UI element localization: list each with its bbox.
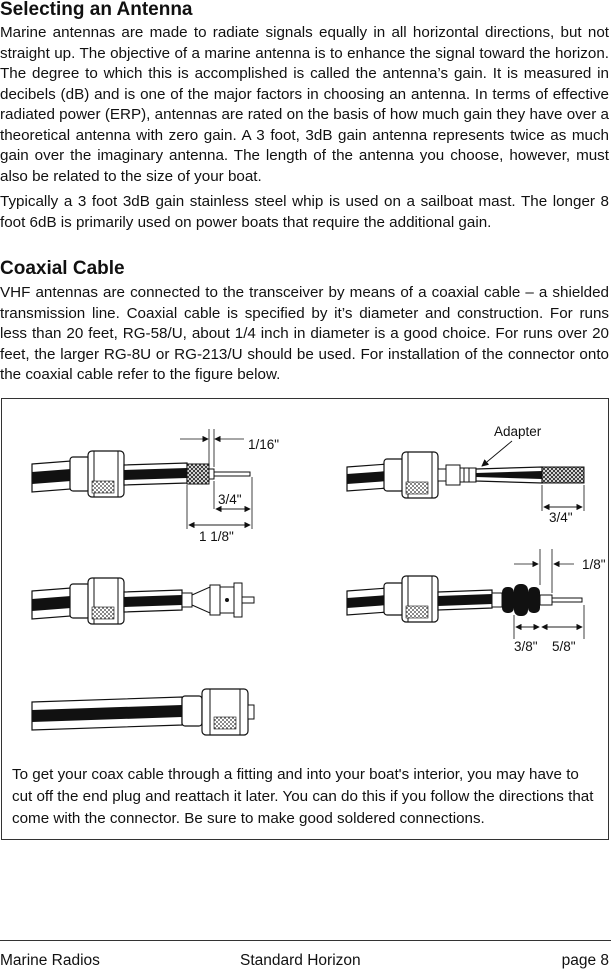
footer-page-number: page 8 [561, 952, 609, 969]
footer-divider [0, 940, 611, 941]
section-heading-selecting-antenna: Selecting an Antenna [0, 0, 193, 20]
dim-label-1-1-8: 1 1/8" [199, 529, 234, 544]
coax-paragraph: VHF antennas are connected to the transceiver by means of a coaxial cable – a shielded transmission line. Coaxial cable is specified by it’s diameter and construction. For runs less than 20 feet, RG-58/U, about 1/4 inch in diameter is a good choice. For runs over 20 feet, the larger RG-8U or RG-213/U should be used. For installation of the connector onto the coaxial cable refer to the figure below. [0, 284, 609, 383]
dim-label-1-16: 1/16" [248, 437, 280, 452]
connector-step-3 [32, 578, 254, 624]
footer-left: Marine Radios [0, 952, 100, 969]
connector-figure [1, 398, 609, 840]
section-heading-coaxial-cable: Coaxial Cable [0, 258, 125, 279]
dim-label-1-8: 1/8" [582, 557, 606, 572]
connector-step-5 [32, 689, 254, 735]
dim-label-3-4-right: 3/4" [549, 510, 573, 525]
connector-step-4 [347, 549, 584, 639]
dim-label-3-4-left: 3/4" [218, 492, 242, 507]
antenna-paragraph-1: Marine antennas are made to radiate signals equally in all horizontal directions, but not straight up. The objective of a marine antenna is to enhance the signal toward the horizon. The degree to which this is accomplished is called the antenna’s gain. It is measured in decibels (dB) and is one of the major factors in choosing an antenna. In terms of effective radiated power (ERP), antennas are rated on the basis of how much gain they have over a theoretical antenna with zero gain. A 3 foot, 3dB gain antenna represents twice as much gain over the imaginary antenna. The length of the antenna you choose, however, must also be related to the size of your boat. [0, 24, 609, 185]
connector-step-1 [32, 429, 252, 529]
figure-caption: To get your coax cable through a fitting and into your boat's interior, you may have to cut off the end plug and reattach it later. You can do this if you follow the directions that come with the connector. Be sure to make good soldered connections. [12, 766, 594, 827]
connector-step-2 [347, 441, 584, 511]
footer-center: Standard Horizon [240, 952, 361, 969]
dim-label-5-8: 5/8" [552, 639, 576, 654]
antenna-paragraph-2: Typically a 3 foot 3dB gain stainless steel whip is used on a sailboat mast. The longer 8 foot 6dB is primarily used on power boats that require the additional gain. [0, 193, 609, 231]
adapter-label: Adapter [494, 424, 542, 439]
dim-label-3-8: 3/8" [514, 639, 538, 654]
